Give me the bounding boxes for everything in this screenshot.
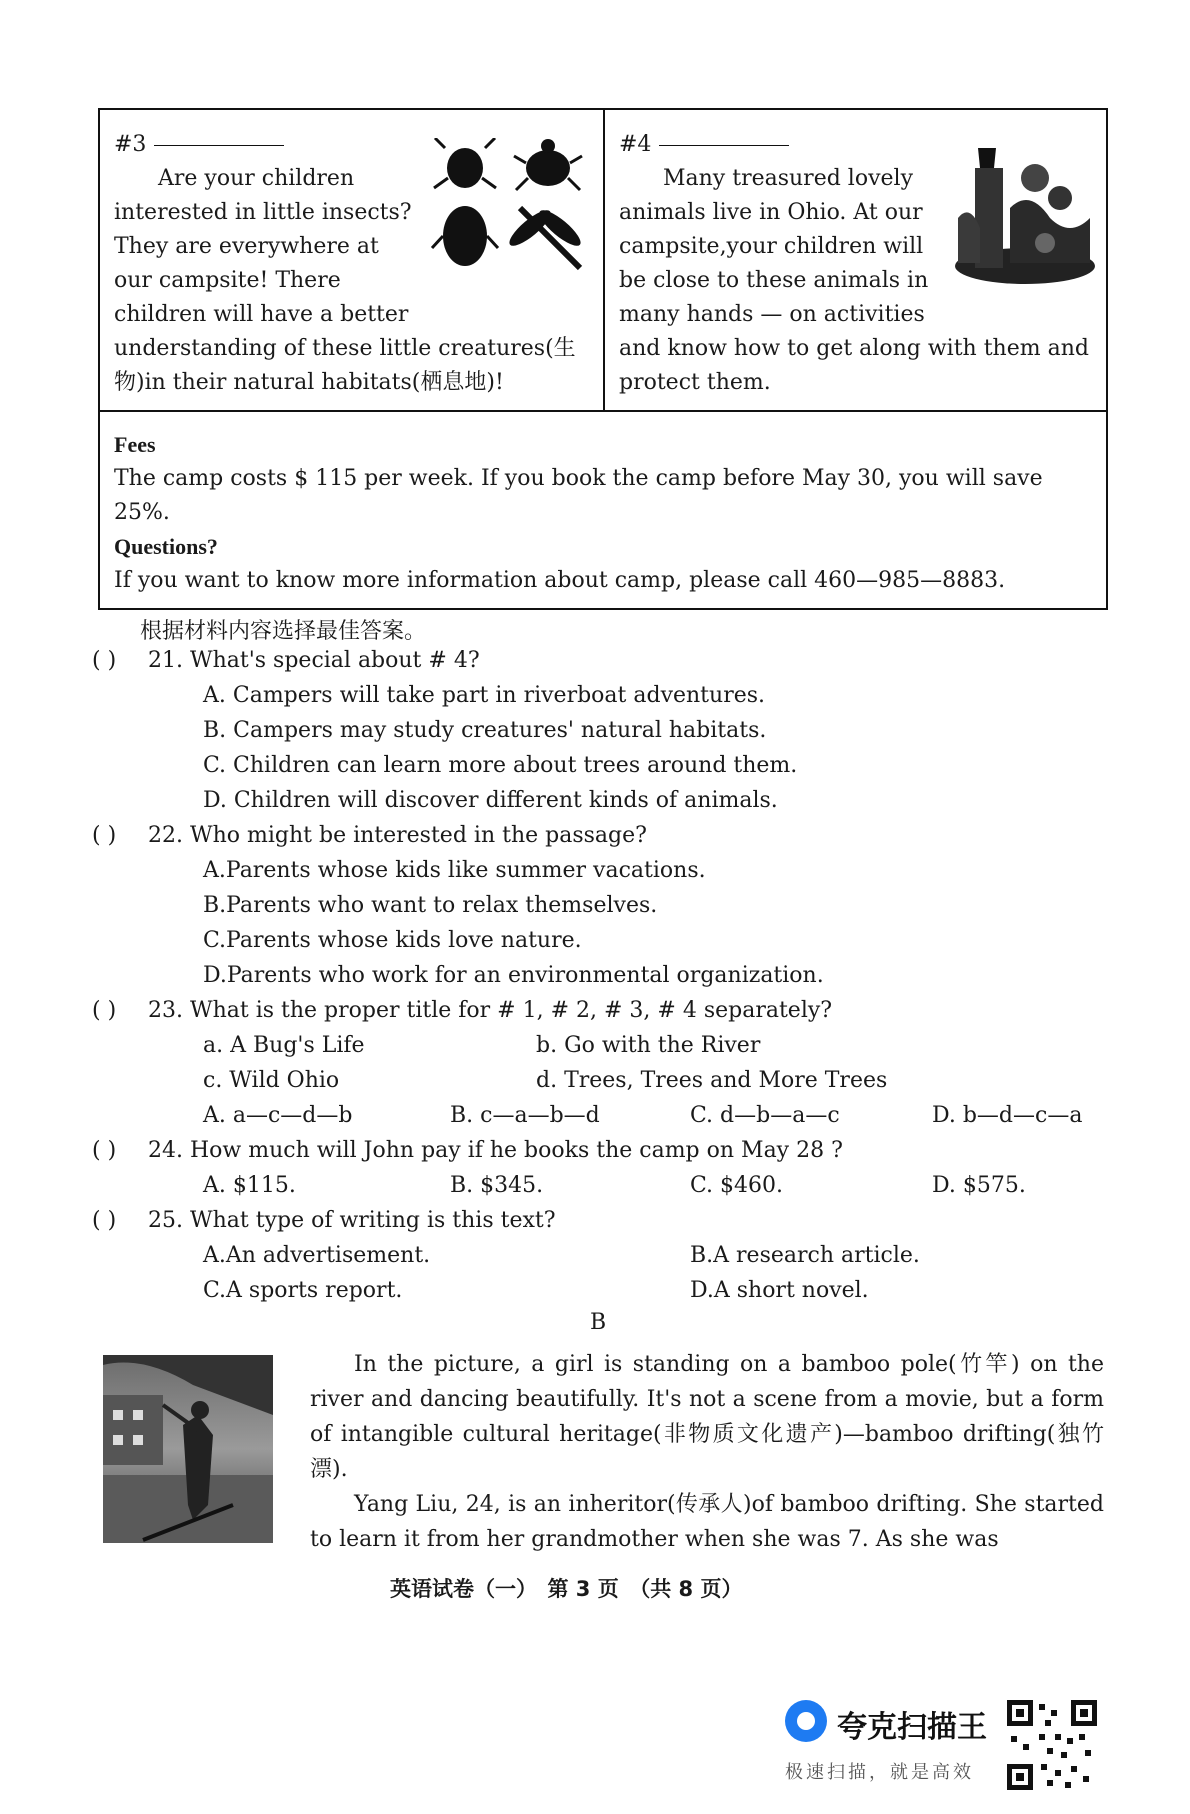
fees-section xyxy=(100,412,1106,608)
card-3-line: Are your children xyxy=(158,166,355,191)
card-4-line: Many treasured lovely xyxy=(663,166,913,191)
card-4 xyxy=(603,110,1106,410)
animals-image xyxy=(950,148,1100,288)
card-4-number: #4 xyxy=(619,132,652,157)
watermark-subtitle: 极速扫描，就是高效 xyxy=(785,1762,974,1783)
card-4-blank xyxy=(659,145,789,146)
card-3-line: They are everywhere at xyxy=(114,234,379,259)
card-4-line: be close to these animals in xyxy=(619,268,929,293)
passage-paragraph: In the picture, a girl is standing on a bamboo pole(竹竿) on the river and dancing beautifully. It's not a scene from a movie, but a form of intangible cultural heritage(非物质文化遗产)—bamboo drifting(独竹漂). xyxy=(310,1352,1104,1482)
answer-blank[interactable]: ( ) xyxy=(92,1138,117,1163)
option: D. b—d—c—a xyxy=(932,1103,1083,1128)
fees-line: 25%. xyxy=(114,500,170,525)
option: A. Campers will take part in riverboat adventures. xyxy=(203,683,766,708)
title-choice: c. Wild Ohio xyxy=(203,1068,340,1093)
card-3-number: #3 xyxy=(114,132,147,157)
option: C.A sports report. xyxy=(203,1278,403,1303)
option: B. Campers may study creatures' natural habitats. xyxy=(203,718,767,743)
option: A. a—c—d—b xyxy=(203,1103,353,1128)
option: D. $575. xyxy=(932,1173,1026,1198)
question-23 xyxy=(92,998,832,1023)
answer-blank[interactable]: ( ) xyxy=(92,1208,117,1233)
question-stem: 22. Who might be interested in the passage? xyxy=(148,823,647,848)
answer-blank[interactable]: ( ) xyxy=(92,998,117,1023)
card-4-line: protect them. xyxy=(619,370,771,395)
question-stem: 23. What is the proper title for # 1, # 2, # 3, # 4 separately? xyxy=(148,998,833,1023)
card-4-line: and know how to get along with them and xyxy=(619,336,1089,361)
title-choice: d. Trees, Trees and More Trees xyxy=(536,1068,888,1093)
scanner-watermark xyxy=(785,1700,1105,1800)
option: C.Parents whose kids love nature. xyxy=(203,928,582,953)
title-choice: a. A Bug's Life xyxy=(203,1033,365,1058)
card-3-line: understanding of these little creatures(生 xyxy=(114,336,576,361)
option: C. $460. xyxy=(690,1173,784,1198)
question-stem: 25. What type of writing is this text? xyxy=(148,1208,556,1233)
questions-heading: Questions? xyxy=(114,534,218,559)
question-25 xyxy=(92,1208,556,1233)
question-stem: 21. What's special about # 4? xyxy=(148,648,480,673)
page-footer: 英语试卷（一） 第 3 页 （共 8 页） xyxy=(390,1577,743,1601)
ad-table xyxy=(98,108,1108,610)
option: B.Parents who want to relax themselves. xyxy=(203,893,658,918)
option: C. Children can learn more about trees around them. xyxy=(203,753,798,778)
option: D.Parents who work for an environmental organization. xyxy=(203,963,824,988)
question-22 xyxy=(92,823,647,848)
instruction: 根据材料内容选择最佳答案。 xyxy=(140,619,427,644)
card-3-line: 物)in their natural habitats(栖息地)! xyxy=(114,370,504,395)
insects-image xyxy=(430,138,590,278)
option: B. c—a—b—d xyxy=(450,1103,600,1128)
bamboo-drifting-photo xyxy=(103,1355,273,1543)
card-3-blank xyxy=(154,145,284,146)
question-24 xyxy=(92,1138,843,1163)
passage-paragraph: Yang Liu, 24, is an inheritor(传承人)of bamboo drifting. She started to learn it from her grandmother when she was 7. As she was xyxy=(310,1492,1104,1552)
answer-blank[interactable]: ( ) xyxy=(92,648,117,673)
qr-code-icon xyxy=(1007,1700,1097,1790)
title-choice: b. Go with the River xyxy=(536,1033,761,1058)
card-3-line: our campsite! There xyxy=(114,268,341,293)
option: A.Parents whose kids like summer vacations. xyxy=(203,858,706,883)
section-b-label: B xyxy=(590,1310,607,1335)
answer-blank[interactable]: ( ) xyxy=(92,823,117,848)
option: B.A research article. xyxy=(690,1243,920,1268)
card-3-line: interested in little insects? xyxy=(114,200,412,225)
option: A. $115. xyxy=(203,1173,296,1198)
option: B. $345. xyxy=(450,1173,544,1198)
option: A.An advertisement. xyxy=(203,1243,431,1268)
questions-text: If you want to know more information about camp, please call 460—985—8883. xyxy=(114,568,1006,593)
option: D. Children will discover different kinds of animals. xyxy=(203,788,778,813)
question-stem: 24. How much will John pay if he books the camp on May 28 ? xyxy=(148,1138,843,1163)
option: C. d—b—a—c xyxy=(690,1103,840,1128)
card-3 xyxy=(100,110,603,410)
fees-heading: Fees xyxy=(114,432,156,457)
card-4-line: many hands — on activities xyxy=(619,302,925,327)
question-21 xyxy=(92,648,480,673)
scanner-logo-icon xyxy=(785,1700,827,1742)
option: D.A short novel. xyxy=(690,1278,869,1303)
card-4-line: campsite,your children will xyxy=(619,234,924,259)
fees-line: The camp costs $ 115 per week. If you book the camp before May 30, you will save xyxy=(114,466,1043,491)
card-3-line: children will have a better xyxy=(114,302,409,327)
card-4-line: animals live in Ohio. At our xyxy=(619,200,923,225)
section-b-passage xyxy=(310,1347,1104,1557)
watermark-title: 夸克扫描王 xyxy=(837,1710,987,1745)
